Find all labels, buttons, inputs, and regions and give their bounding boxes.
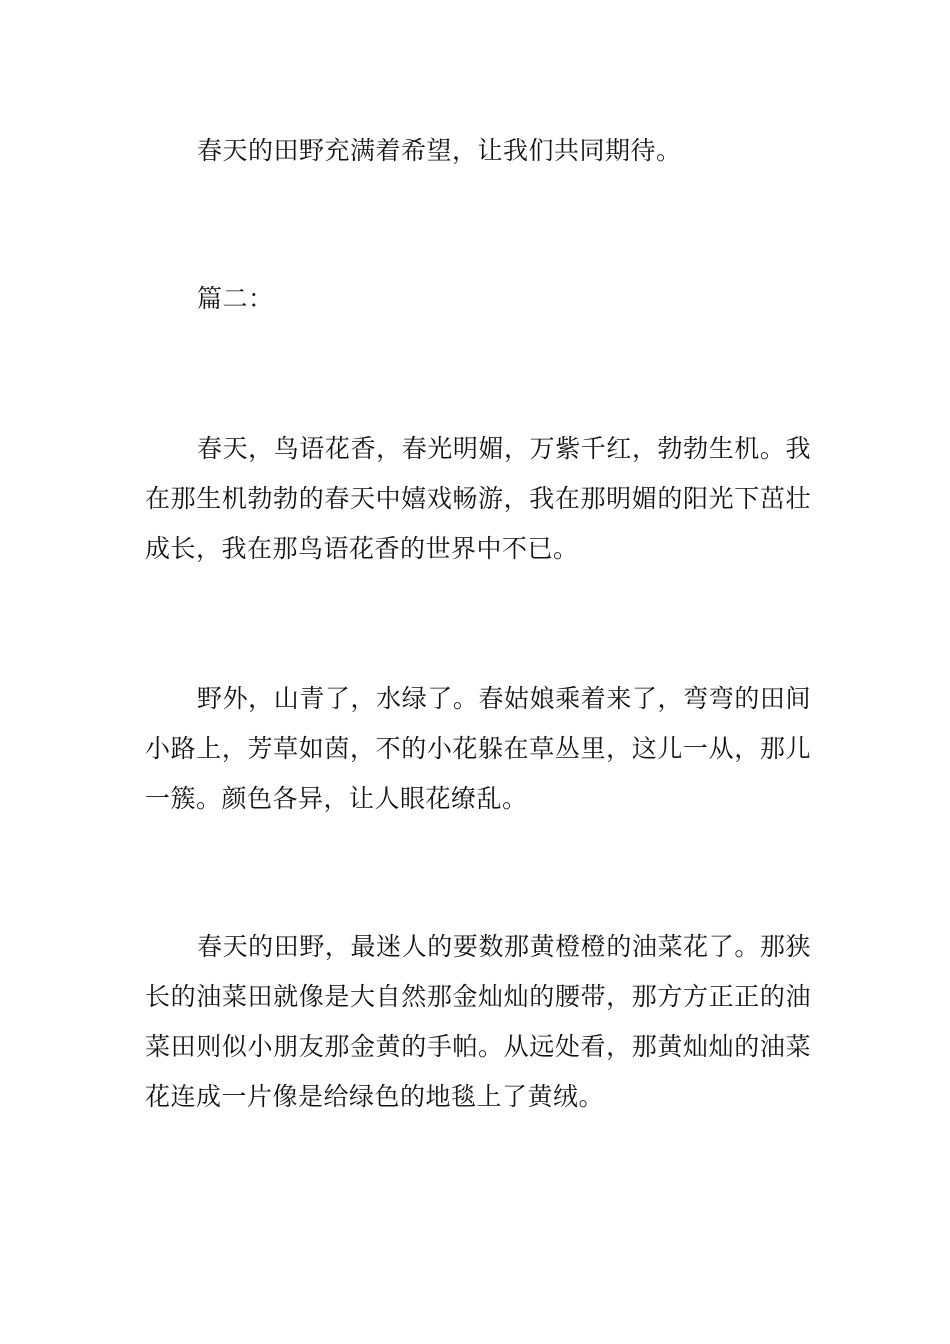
paragraph-countryside: 野外，山青了，水绿了。春姑娘乘着来了，弯弯的田间小路上，芳草如茵，不的小花躲在草丛里，这儿一从，那儿一簇。颜色各异，让人眼花缭乱。 <box>145 684 811 813</box>
paragraph-spring-intro: 春天，鸟语花香，春光明媚，万紫千红，勃勃生机。我在那生机勃勃的春天中嬉戏畅游，我在那明媚的阳光下茁壮成长，我在那鸟语花香的世界中不已。 <box>145 434 811 563</box>
section-heading: 篇二： <box>197 284 274 313</box>
paragraph-closing-line: 春天的田野充满着希望，让我们共同期待。 <box>197 136 682 165</box>
paragraph-rapeseed-fields: 春天的田野，最迷人的要数那黄橙橙的油菜花了。那狭长的油菜田就像是大自然那金灿灿的腰带，那方方正正的油菜田则似小朋友那金黄的手帕。从远处看，那黄灿灿的油菜花连成一片像是给绿色的地毯上了黄绒。 <box>145 932 811 1111</box>
